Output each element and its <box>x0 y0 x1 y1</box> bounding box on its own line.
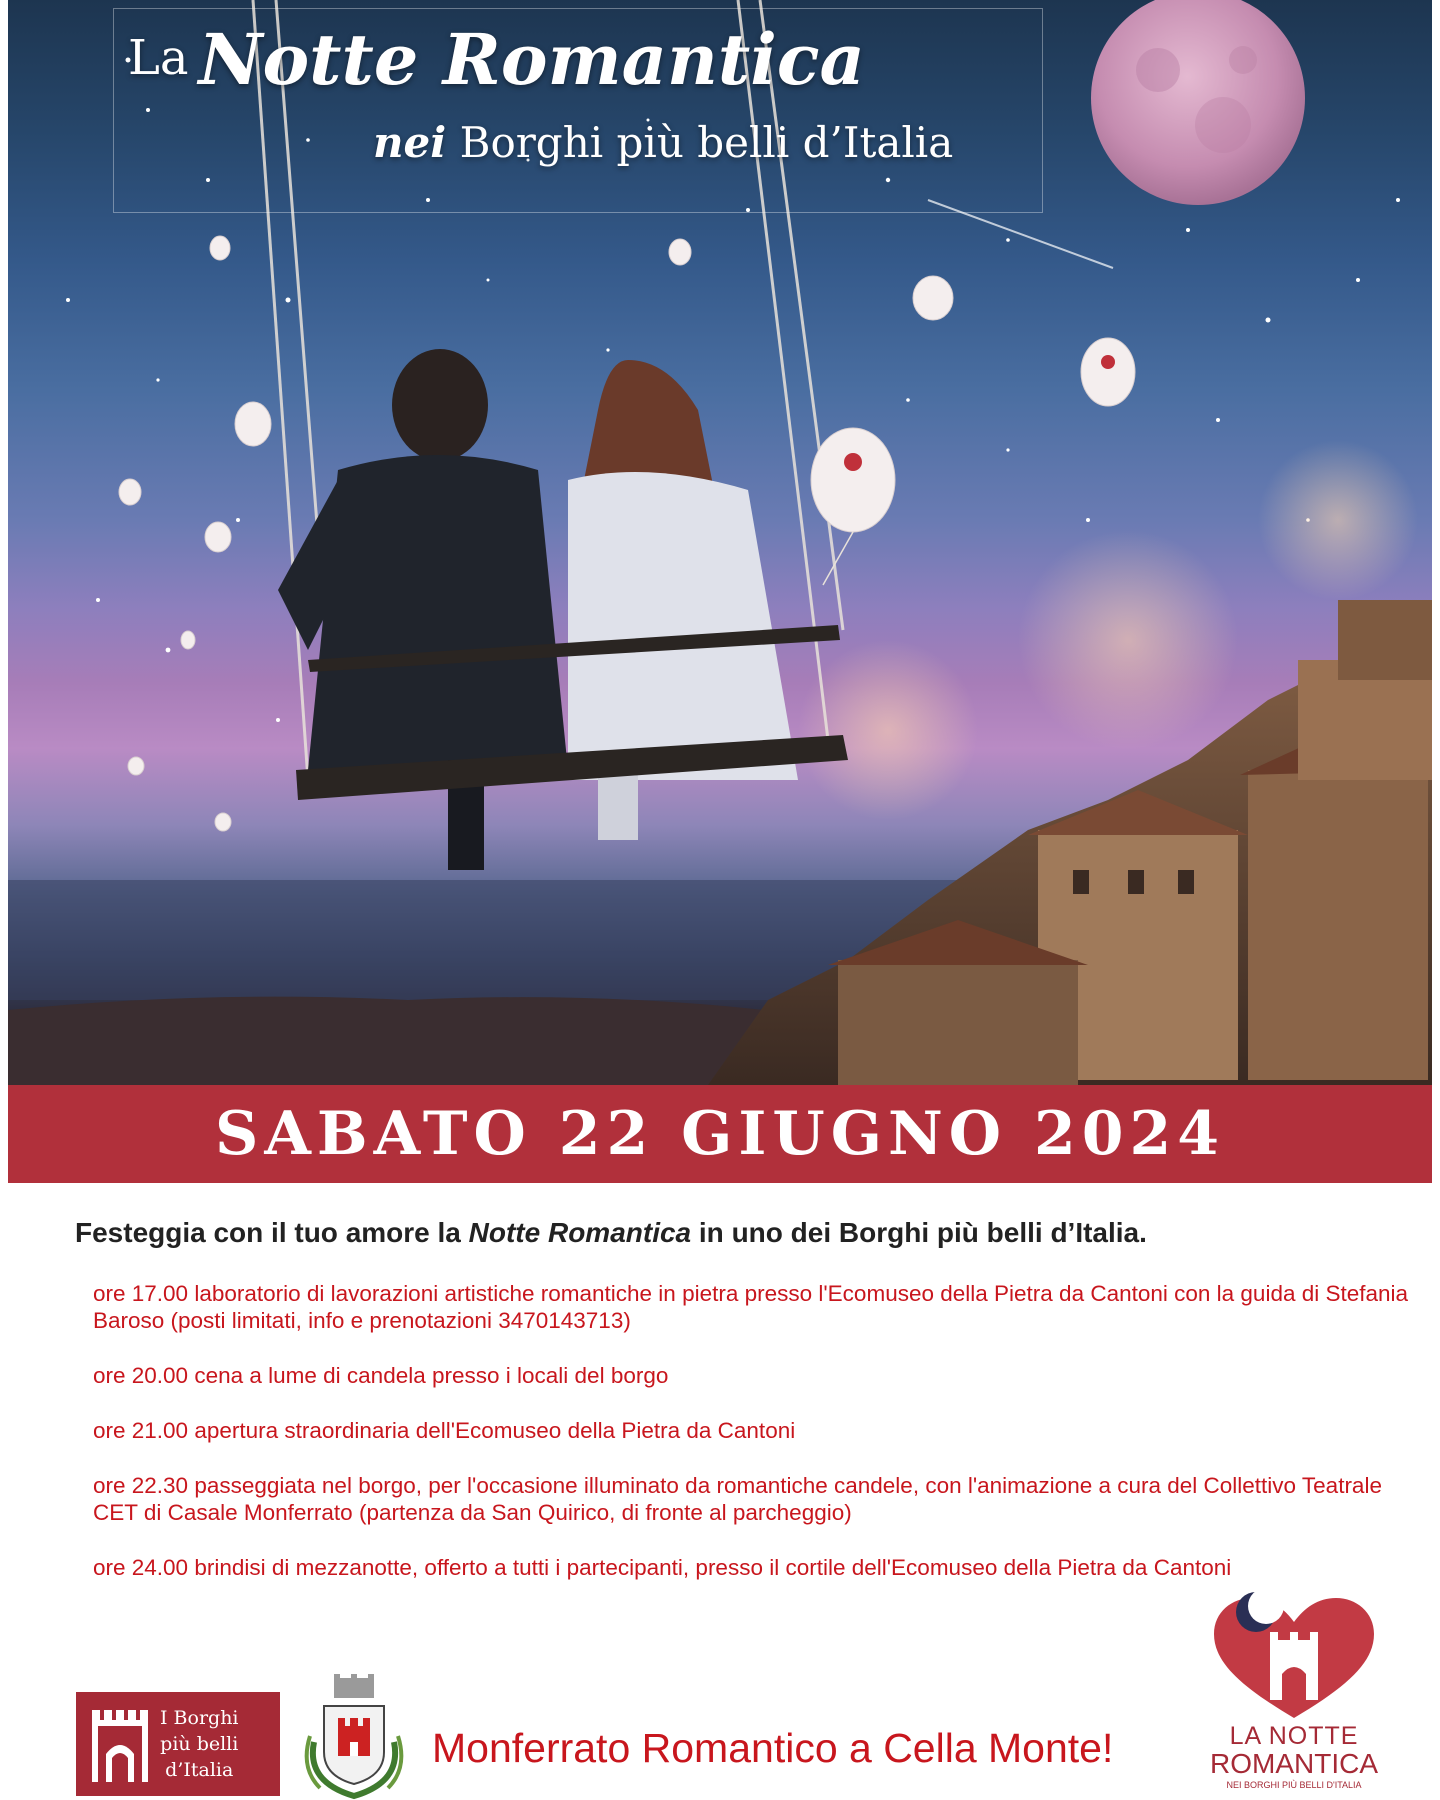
borghi-logo-line: più belli <box>160 1733 239 1755</box>
moon-illustration <box>1091 0 1305 205</box>
intro-before: Festeggia con il tuo amore la <box>75 1217 461 1248</box>
program-list <box>93 1280 1423 1609</box>
borghi-logo-line: I Borghi <box>160 1707 239 1729</box>
borghi-logo-text <box>160 1705 239 1783</box>
title-main: Notte Romantica <box>198 18 865 101</box>
date-band <box>8 1085 1432 1183</box>
nr-logo-line2: ROMANTICA <box>1210 1748 1378 1779</box>
program-item: ore 17.00 laboratorio di lavorazioni artistiche romantiche in pietra presso l'Ecomuseo della Pietra da Cantoni con la guida di Stefania Baroso (posti limitati, info e prenotazioni 3470143713) <box>93 1281 1409 1333</box>
intro-after: in uno dei Borghi più belli d’Italia. <box>698 1217 1147 1248</box>
program-item: ore 20.00 cena a lume di candela presso i locali del borgo <box>93 1363 669 1388</box>
program-item: ore 22.30 passeggiata nel borgo, per l'occasione illuminato da romantiche candele, con l'animazione a cura del Collettivo Teatrale CET di Casale Monferrato (partenza da San Quirico, di fronte al parcheggio) <box>93 1473 1382 1525</box>
program-item: ore 21.00 apertura straordinaria dell'Ecomuseo della Pietra da Cantoni <box>93 1418 796 1443</box>
notte-romantica-logo <box>1210 1590 1378 1790</box>
program-item: ore 24.00 brindisi di mezzanotte, offerto a tutti i partecipanti, presso il cortile dell'Ecomuseo della Pietra da Cantoni <box>93 1555 1232 1580</box>
poster-subtitle <box>373 118 953 167</box>
nr-logo-sub: NEI BORGHI PIÙ BELLI D'ITALIA <box>1226 1780 1362 1790</box>
castle-icon <box>90 1704 150 1784</box>
hero-illustration <box>8 0 1432 1085</box>
borghi-logo-line: d’Italia <box>165 1759 234 1781</box>
subtitle-nei: nei <box>373 118 447 167</box>
intro-text <box>75 1217 1395 1249</box>
poster-title <box>128 18 1028 101</box>
event-date: SABATO 22 GIUGNO 2024 <box>215 1099 1225 1169</box>
subtitle-rest: Borghi più belli d’Italia <box>459 118 954 167</box>
title-la: La <box>128 30 189 86</box>
heart-moon-logo <box>1210 1590 1378 1720</box>
intro-emphasis: Notte Romantica <box>468 1217 692 1248</box>
slogan: Monferrato Romantico a Cella Monte! <box>432 1725 1114 1771</box>
borghi-logo <box>76 1692 280 1796</box>
nr-logo-line1: LA NOTTE <box>1229 1722 1359 1750</box>
crest-icon <box>296 1672 412 1800</box>
